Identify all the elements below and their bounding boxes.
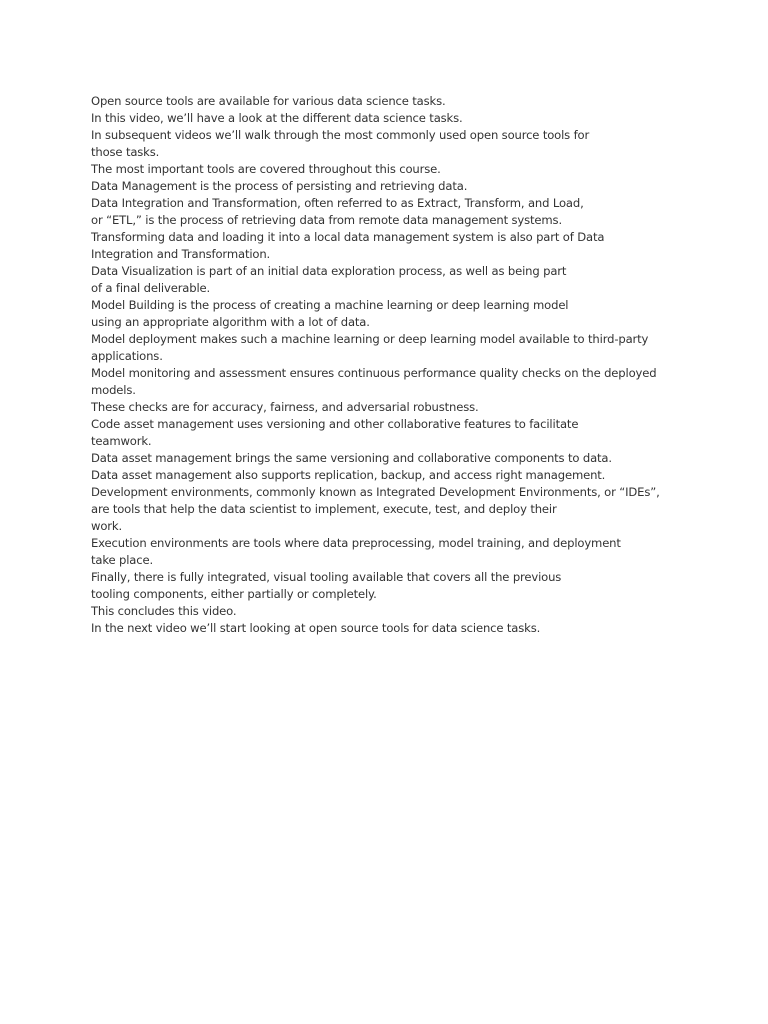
transcript-line: Code asset management uses versioning and other collaborative features to facilitate [91, 417, 579, 431]
transcript-line: tooling components, either partially or completely. [91, 587, 377, 601]
transcript-line: In subsequent videos we’ll walk through the most commonly used open source tools for [91, 128, 590, 142]
transcript-line: Data asset management brings the same versioning and collaborative components to data. [91, 451, 612, 465]
transcript-line: using an appropriate algorithm with a lot of data. [91, 315, 370, 329]
transcript-text-block [91, 93, 711, 637]
transcript-line: Model deployment makes such a machine learning or deep learning model available to third-party [91, 332, 649, 346]
transcript-line: Transforming data and loading it into a local data management system is also part of Data [91, 230, 605, 244]
transcript-line: take place. [91, 553, 153, 567]
transcript-line: Data Integration and Transformation, often referred to as Extract, Transform, and Load, [91, 196, 584, 210]
transcript-line: The most important tools are covered throughout this course. [91, 162, 441, 176]
transcript-line: work. [91, 519, 122, 533]
transcript-line: Data Visualization is part of an initial data exploration process, as well as being part [91, 264, 567, 278]
transcript-line: Execution environments are tools where data preprocessing, model training, and deployment [91, 536, 621, 550]
transcript-line: models. [91, 383, 136, 397]
transcript-line: teamwork. [91, 434, 152, 448]
transcript-line: This concludes this video. [91, 604, 237, 618]
transcript-line: applications. [91, 349, 163, 363]
transcript-line: Data Management is the process of persisting and retrieving data. [91, 179, 468, 193]
transcript-line: of a final deliverable. [91, 281, 211, 295]
transcript-line: Integration and Transformation. [91, 247, 271, 261]
transcript-line: Finally, there is fully integrated, visual tooling available that covers all the previous [91, 570, 562, 584]
transcript-line: Development environments, commonly known as Integrated Development Environments, or “IDEs”, [91, 485, 660, 499]
transcript-line: those tasks. [91, 145, 160, 159]
transcript-line: These checks are for accuracy, fairness, and adversarial robustness. [91, 400, 479, 414]
transcript-line: Open source tools are available for various data science tasks. [91, 94, 446, 108]
transcript-line: Model monitoring and assessment ensures continuous performance quality checks on the deployed [91, 366, 657, 380]
transcript-line: In the next video we’ll start looking at open source tools for data science tasks. [91, 621, 541, 635]
transcript-line: or “ETL,” is the process of retrieving data from remote data management systems. [91, 213, 562, 227]
transcript-line: In this video, we’ll have a look at the different data science tasks. [91, 111, 463, 125]
transcript-line: Data asset management also supports replication, backup, and access right management. [91, 468, 606, 482]
transcript-line: Model Building is the process of creating a machine learning or deep learning model [91, 298, 569, 312]
transcript-line: are tools that help the data scientist to implement, execute, test, and deploy their [91, 502, 557, 516]
